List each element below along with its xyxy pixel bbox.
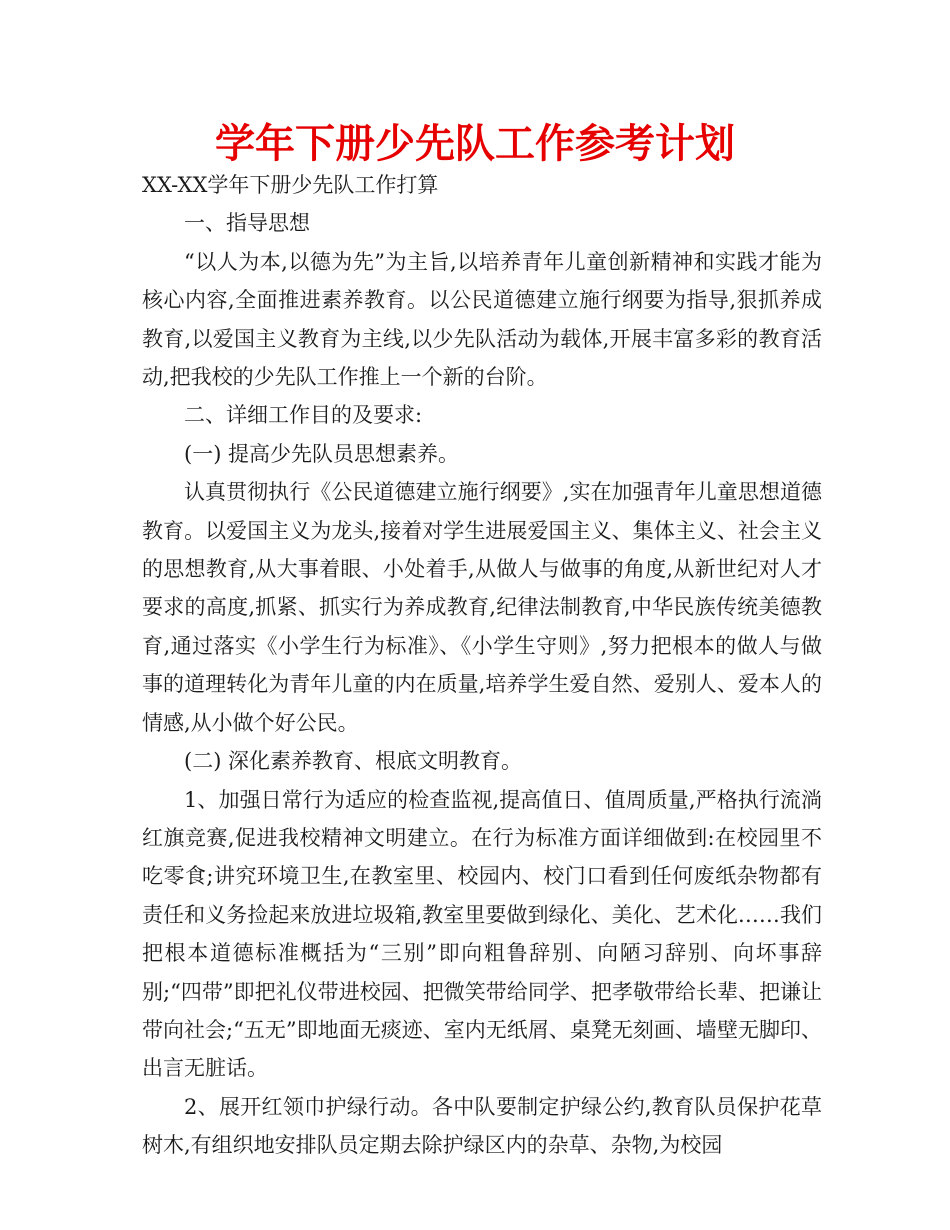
paragraph: “以人为本,以德为先”为主旨,以培养青年儿童创新精神和实践才能为核心内容,全面推进素养教育。以公民道德建立施行纲要为指导,狠抓养成教育,以爱国主义教育为主线,以少先队活动为载体,开展丰富多彩的教育活动,把我校的少先队工作推上一个新的台阶。 [142, 249, 822, 390]
document-subtitle: XX-XX学年下册少先队工作打算 [142, 173, 439, 197]
document-body [142, 166, 822, 1165]
subsection-heading: (二) 深化素养教育、根底文明教育。 [184, 749, 523, 774]
section-heading: 二、详细工作目的及要求: [184, 403, 423, 428]
document-title: 学年下册少先队工作参考计划 [215, 121, 735, 167]
subsection-heading: (一) 提高少先队员思想素养。 [184, 441, 460, 466]
section-heading: 一、指导思想 [184, 211, 310, 236]
paragraph: 2、展开红领巾护绿行动。各中队要制定护绿公约,教育队员保护花草树木,有组织地安排队员定期去除护绿区内的杂草、杂物,为校园 [142, 1094, 822, 1158]
paragraph: 1、加强日常行为适应的检查监视,提高值日、值周质量,严格执行流淌红旗竞赛,促进我校精神文明建立。在行为标准方面详细做到:在校园里不吃零食;讲究环境卫生,在教室里、校园内、校门口看到任何废纸杂物都有责任和义务捡起来放进垃圾箱,教室里要做到绿化、美化、艺术化……我们把根本道德标准概括为“三别”即向粗鲁辞别、向陋习辞别、向坏事辞别;“四带”即把礼仪带进校园、把微笑带给同学、把孝敬带给长辈、把谦让带向社会;“五无”即地面无痰迹、室内无纸屑、桌凳无刻画、墙壁无脚印、出言无脏话。 [142, 787, 822, 1081]
paragraph: 认真贯彻执行《公民道德建立施行纲要》,实在加强青年儿童思想道德教育。以爱国主义为龙头,接着对学生进展爱国主义、集体主义、社会主义的思想教育,从大事着眼、小处着手,从做人与做事的角度,从新世纪对人才要求的高度,抓紧、抓实行为养成教育,纪律法制教育,中华民族传统美德教育,通过落实《小学生行为标准》、《小学生守则》,努力把根本的做人与做事的道理转化为青年儿童的内在质量,培养学生爱自然、爱别人、爱本人的情感,从小做个好公民。 [142, 480, 822, 735]
